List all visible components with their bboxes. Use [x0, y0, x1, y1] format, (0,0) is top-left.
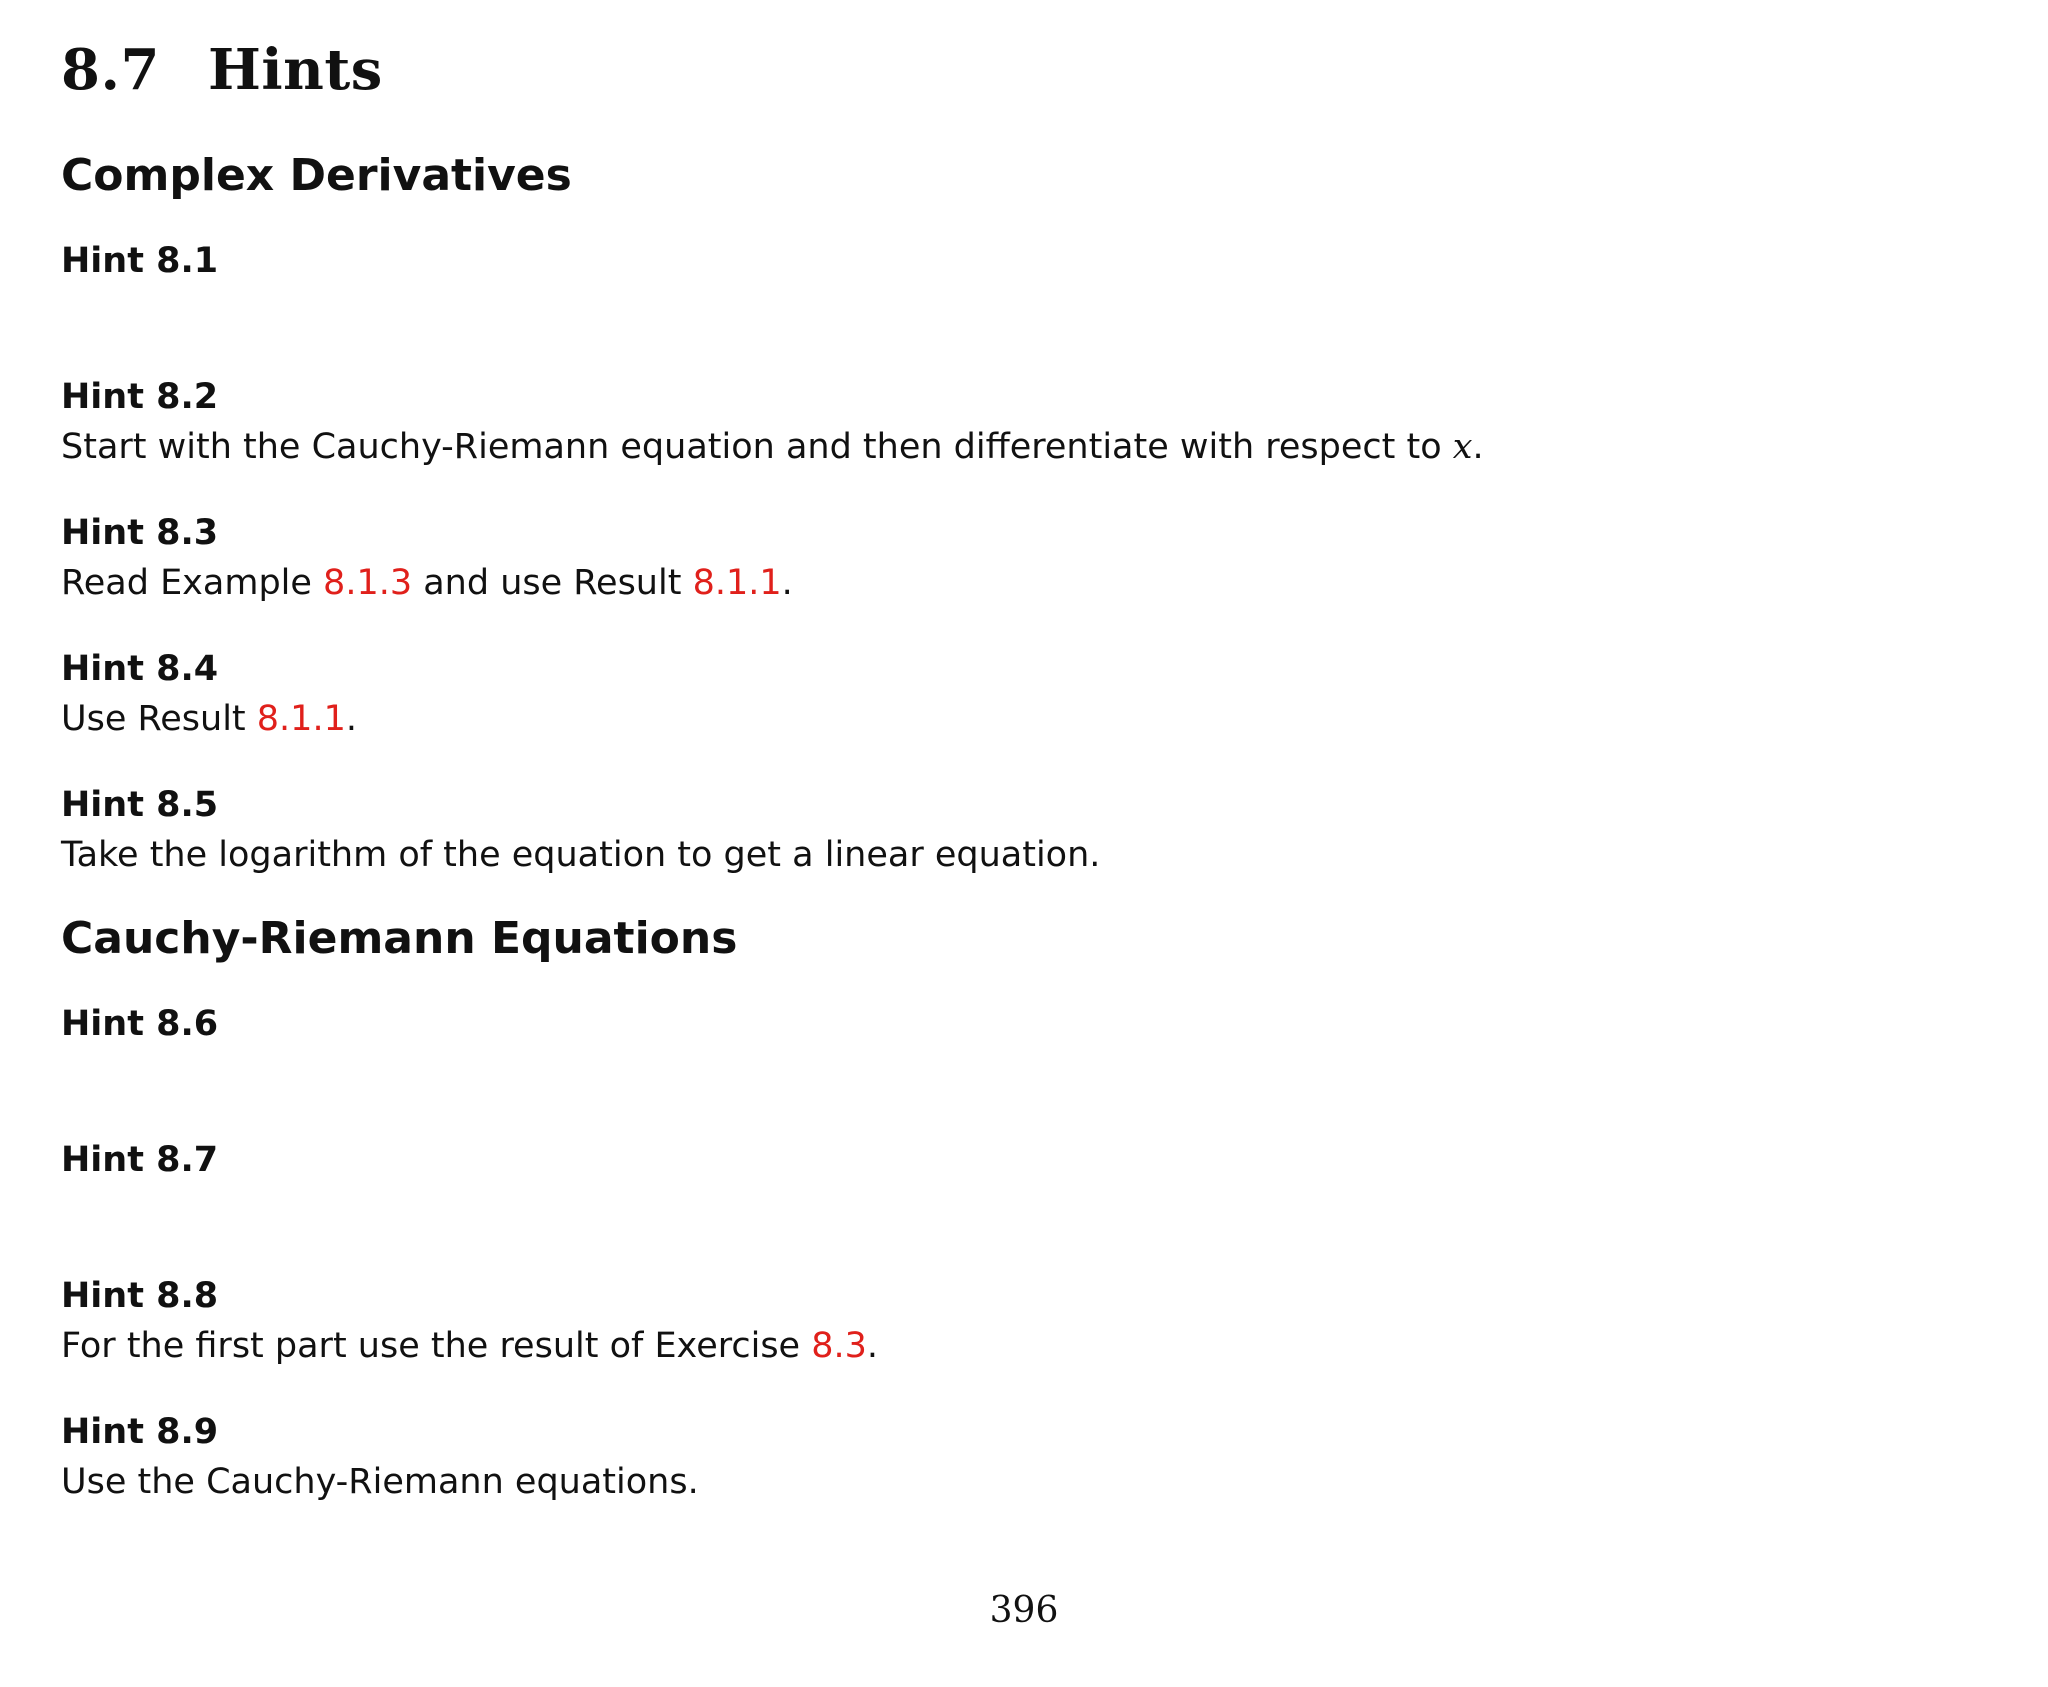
hint-title: Hint 8.4	[61, 649, 219, 689]
hint-text	[61, 1321, 878, 1371]
page-number: 396	[989, 1590, 1059, 1631]
hint-text-part: Read Example	[61, 563, 324, 603]
hint-text-main: Start with the Cauchy-Riemann equation and then differentiate with respect to	[61, 427, 1453, 467]
subsection-cauchy-riemann: Cauchy-Riemann Equations	[61, 913, 738, 964]
hint-text-end: .	[345, 699, 357, 739]
result-reference-link[interactable]: 8.1.1	[692, 563, 782, 603]
hint-title: Hint 8.2	[61, 377, 219, 417]
hint-8-3	[61, 508, 793, 608]
hint-text-part: Use Result	[61, 699, 257, 739]
hint-8-7	[61, 1135, 218, 1185]
hint-8-6	[61, 999, 218, 1049]
hint-title: Hint 8.8	[61, 1276, 219, 1316]
hint-title: Hint 8.3	[61, 513, 219, 553]
hint-text	[61, 422, 1484, 472]
math-variable: x	[1452, 427, 1473, 467]
section-title	[61, 37, 383, 103]
hint-title: Hint 8.6	[61, 1004, 219, 1044]
hint-title: Hint 8.5	[61, 785, 219, 825]
section-number: 8.7	[61, 37, 160, 103]
hint-title: Hint 8.9	[61, 1412, 219, 1452]
hint-8-5	[61, 780, 1100, 880]
hint-8-8	[61, 1271, 878, 1371]
hint-text-part: For the first part use the result of Exercise	[61, 1326, 812, 1366]
hint-title: Hint 8.1	[61, 241, 219, 281]
hint-8-9	[61, 1407, 699, 1507]
section-heading: Hints	[208, 37, 383, 103]
subsection-complex-derivatives: Complex Derivatives	[61, 150, 572, 201]
hint-text-end: .	[1472, 427, 1484, 467]
hint-text-end: .	[781, 563, 793, 603]
hint-8-4	[61, 644, 357, 744]
hint-text: Take the logarithm of the equation to get a linear equation.	[61, 835, 1101, 875]
hint-text: Use the Cauchy-Riemann equations.	[61, 1462, 699, 1502]
hint-text	[61, 694, 357, 744]
hint-text-part: and use Result	[412, 563, 693, 603]
result-reference-link[interactable]: 8.1.1	[256, 699, 346, 739]
hint-text-end: .	[866, 1326, 879, 1366]
example-reference-link[interactable]: 8.1.3	[323, 563, 413, 603]
hint-title: Hint 8.7	[61, 1140, 219, 1180]
exercise-reference-link[interactable]: 8.3	[811, 1326, 867, 1366]
hint-text	[61, 558, 793, 608]
hint-8-2	[61, 372, 1484, 472]
hint-8-1	[61, 236, 218, 286]
